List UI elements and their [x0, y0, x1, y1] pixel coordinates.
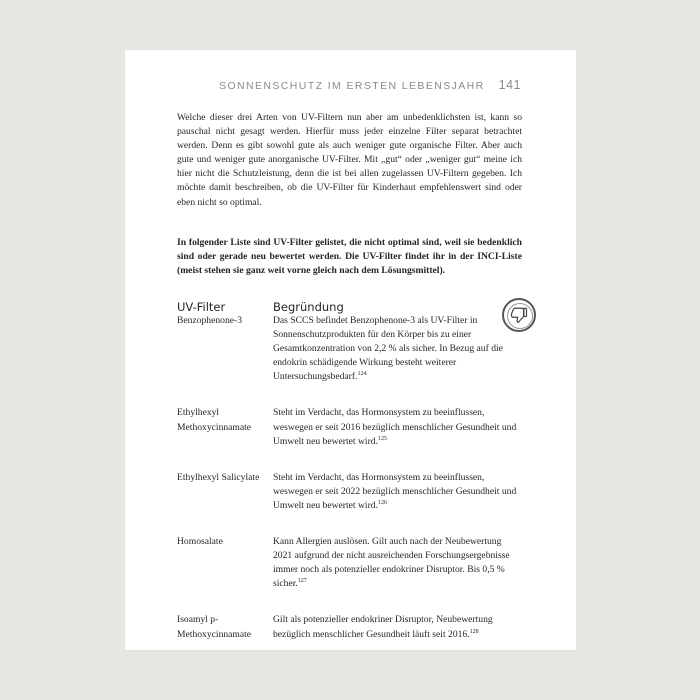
- table-row: [177, 314, 522, 384]
- filter-name: Isoamyl p-Methoxycinnamate: [177, 614, 252, 640]
- filter-reason: Kann Allergien auslösen. Gilt auch nach der Neubewertung 2021 aufgrund der nicht ausreichenden Forschungsergebnisse immer noch als potenzieller endokriner Disruptor. Bis 0,5 % sicher.$^{127}$: [273, 536, 510, 590]
- filter-reason: Steht im Verdacht, das Hormonsystem zu beeinflussen, weswegen er seit 2022 bezüglich menschlicher Gesundheit und Umwelt neu bewertet wird.$^{126}$: [273, 471, 517, 511]
- intro-paragraph: Welche dieser drei Arten von UV-Filtern nun aber am unbedenklichsten ist, kann so pauschal nicht gesagt werden. Hierfür muss jeder einzelne Filter separat betrachtet werden. Denn es gibt sowohl gute als auch weniger gute organische Filter. Aber auch gute und weniger gute anorganische UV-Filter. Mit „gut“ oder „weniger gut“ meine ich hier nicht die Schutzleistung, denn die ist bei allen zugelassen UV-Filtern gegeben. Ich möchte damit beschreiben, ob die UV-Filter für Kinderhaut empfehlenswert sind oder eben nicht so optimal.: [177, 112, 522, 208]
- footnote-ref: 124: [357, 371, 367, 378]
- table-row: [177, 535, 522, 591]
- filter-name: Benzophenone-3: [177, 315, 243, 326]
- filter-reason: Das SCCS befindet Benzophenone-3 als UV-Filter in Sonnenschutzprodukten für den Körper bis zu einer Gesamtkonzentration von 2,2 % als sicher. In Bezug auf die endokrin schädigende Wirkung besteht weiterer Untersuchungsbedarf.$^{124}$: [273, 315, 503, 383]
- footnote-ref: 125: [377, 435, 387, 442]
- footnote-ref: 126: [377, 499, 387, 506]
- filter-reason: Gilt als potenzieller endokriner Disruptor, Neubewertung bezüglich menschlicher Gesundheit läuft seit 2016.$^{128}$: [273, 614, 493, 640]
- thumbs-down-glyph: [510, 306, 528, 324]
- bold-paragraph: In folgender Liste sind UV-Filter gelistet, die nicht optimal sind, weil sie bedenklich sind oder gerade neu bewertet werden. Die UV-Filter findet ihr in der INCI-Liste (meist stehen sie ganz weit vorne gleich nach dem Lösungsmittel).: [177, 237, 522, 277]
- book-page: [125, 50, 576, 650]
- table-row: [177, 471, 522, 513]
- column-header-reason: Begründung: [273, 300, 344, 314]
- filter-name: Homosalate: [177, 536, 223, 548]
- column-header-filter: UV-Filter: [177, 300, 226, 314]
- table-row: [177, 406, 522, 448]
- table-header: [177, 300, 522, 314]
- table-row: [177, 613, 522, 641]
- thumbs-down-icon: [502, 298, 536, 332]
- footnote-ref: 127: [297, 578, 307, 585]
- page-header: [219, 78, 521, 92]
- filter-name: Ethylhexyl Methoxycinnamate: [177, 407, 252, 433]
- filter-name: Ethylhexyl Salicylate: [177, 471, 260, 483]
- page-number: 141: [498, 78, 521, 92]
- running-title: SONNENSCHUTZ IM ERSTEN LEBENSJAHR: [219, 80, 485, 92]
- uv-filter-table: [177, 300, 522, 642]
- footnote-ref: 128: [469, 628, 479, 635]
- filter-reason: Steht im Verdacht, das Hormonsystem zu beeinflussen, weswegen er seit 2016 bezüglich menschlicher Gesundheit und Umwelt neu bewertet wird.$^{125}$: [273, 407, 517, 447]
